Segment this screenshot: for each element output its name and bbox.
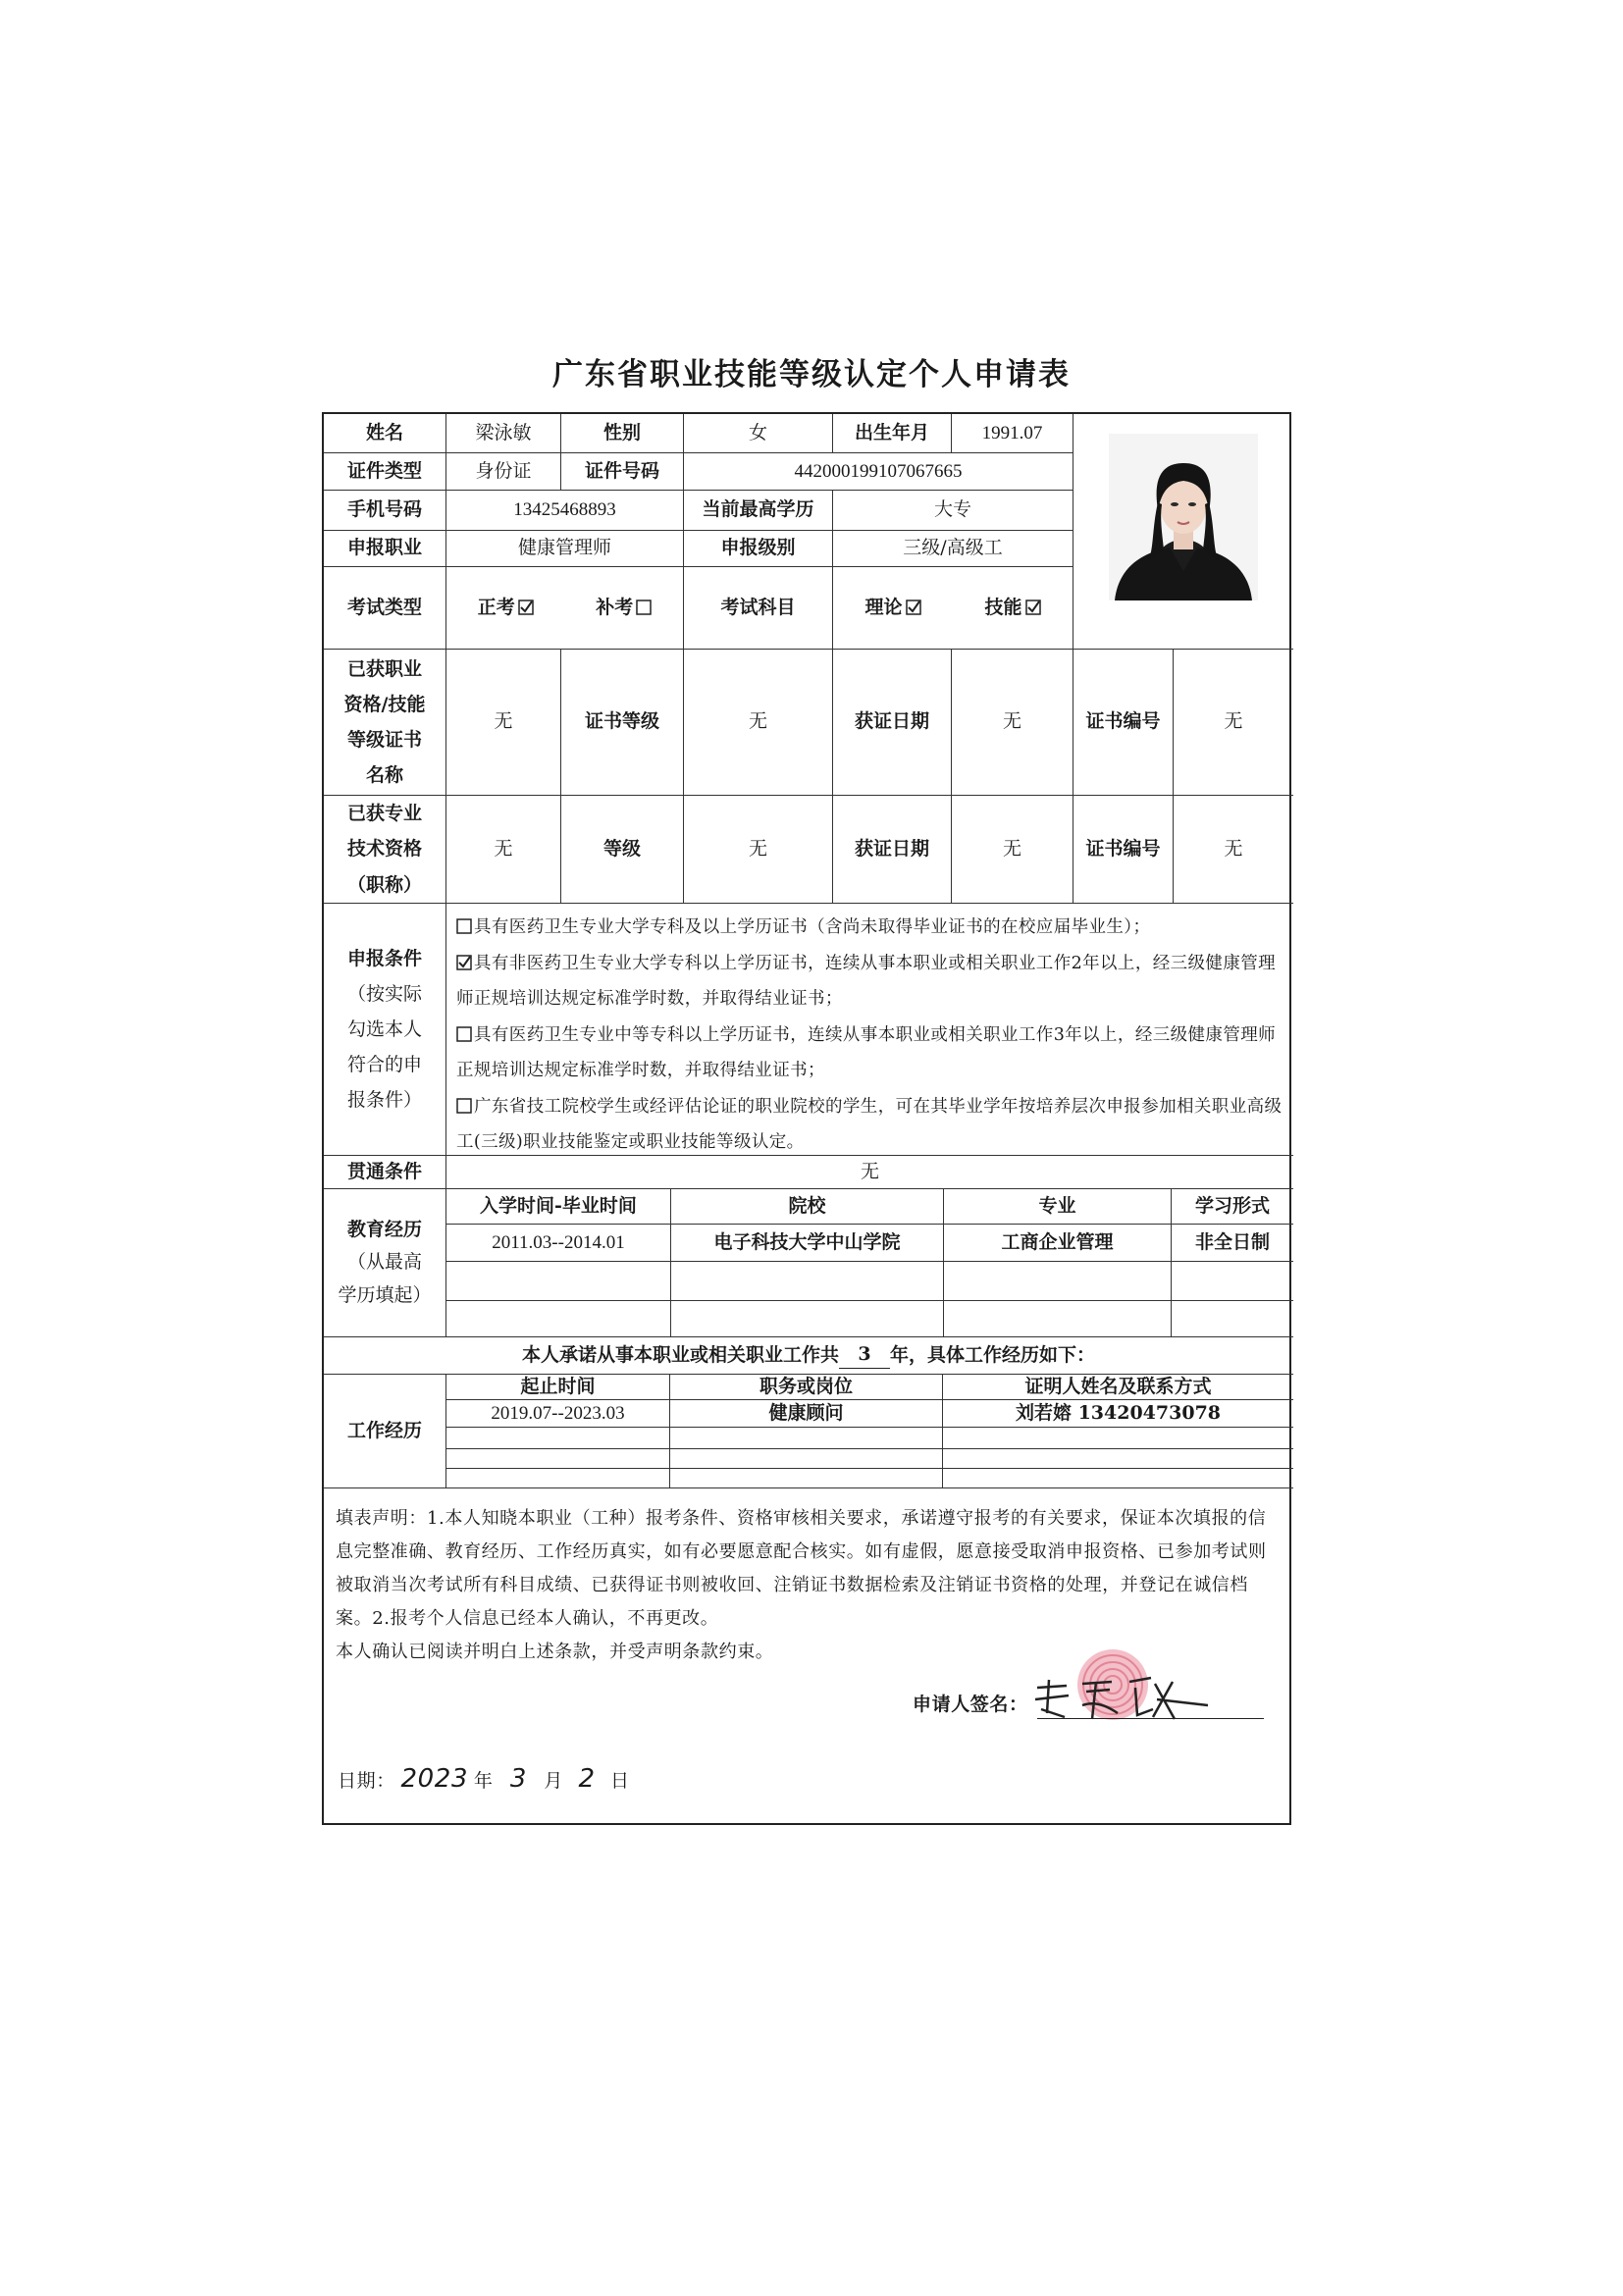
checkbox-icon[interactable] bbox=[636, 596, 652, 621]
checkbox-icon[interactable] bbox=[456, 1089, 472, 1125]
edu-header-mode: 学习形式 bbox=[1172, 1189, 1293, 1225]
date-year: 2023 bbox=[399, 1762, 470, 1793]
exam-type-options bbox=[446, 567, 684, 650]
edu-cell bbox=[446, 1301, 671, 1337]
through-label: 贯通条件 bbox=[324, 1156, 446, 1189]
edu-cell: 非全日制 bbox=[1172, 1225, 1293, 1262]
cert-no-value: 无 bbox=[1174, 650, 1293, 796]
work-cell: 刘若嫆 13420473078 bbox=[943, 1400, 1293, 1428]
date-month: 3 bbox=[497, 1762, 540, 1793]
edu-header-major: 专业 bbox=[944, 1189, 1172, 1225]
cert-grade-label: 证书等级 bbox=[561, 650, 684, 796]
cert-date-value: 无 bbox=[952, 650, 1073, 796]
edu-cell: 电子科技大学中山学院 bbox=[671, 1225, 944, 1262]
exam-type-label: 考试类型 bbox=[324, 567, 446, 650]
work-history-label: 工作经历 bbox=[324, 1375, 446, 1488]
declaration-confirm: 本人确认已阅读并明白上述条款，并受声明条款约束。 bbox=[336, 1642, 774, 1662]
title-grade-value: 无 bbox=[684, 796, 833, 904]
declaration-text: 填表声明：1.本人知晓本职业（工种）报考条件、资格审核相关要求，承诺遵守报考的有关要求，保证本次填报的信息完整准确、教育经历、工作经历真实，如有必要愿意配合核实。如有虚假，愿意接受取消申报资格、已参加考试则被取消当次考试所有科目成绩、已获得证书则被收回、注销证书数据检索及注销证书资格的处理，并登记在诚信档案。2.报考个人信息已经本人确认，不再更改。 bbox=[336, 1508, 1267, 1629]
work-cell bbox=[943, 1449, 1293, 1469]
checked-box-icon bbox=[456, 955, 472, 970]
title-value: 无 bbox=[446, 796, 561, 904]
edu-cell bbox=[944, 1301, 1172, 1337]
empty-box-icon bbox=[456, 1026, 472, 1042]
title-no-value: 无 bbox=[1174, 796, 1293, 904]
education-table bbox=[446, 1189, 1293, 1337]
edu-cell: 2011.03--2014.01 bbox=[446, 1225, 671, 1262]
education-history-label: 教育经历 （从最高 学历填起） bbox=[324, 1189, 446, 1337]
conditions-list bbox=[446, 904, 1293, 1156]
edu-cell bbox=[446, 1262, 671, 1301]
name-label: 姓名 bbox=[324, 414, 446, 453]
work-cell: 2019.07--2023.03 bbox=[446, 1400, 670, 1428]
education-value: 大专 bbox=[833, 491, 1073, 531]
empty-box-icon bbox=[456, 918, 472, 934]
edu-cell bbox=[671, 1301, 944, 1337]
name-value: 梁泳敏 bbox=[446, 414, 561, 453]
work-cell bbox=[446, 1449, 670, 1469]
work-header-reference: 证明人姓名及联系方式 bbox=[943, 1375, 1293, 1400]
work-cell bbox=[670, 1469, 943, 1488]
work-commitment: 本人承诺从事本职业或相关职业工作共 3 年，具体工作经历如下： bbox=[324, 1337, 1293, 1375]
work-cell bbox=[446, 1428, 670, 1449]
exam-makeup-option[interactable]: 补考 bbox=[596, 596, 652, 621]
work-cell bbox=[943, 1469, 1293, 1488]
phone-value: 13425468893 bbox=[446, 491, 684, 531]
checkbox-icon[interactable] bbox=[1025, 596, 1041, 621]
id-number-label: 证件号码 bbox=[561, 453, 684, 491]
phone-label: 手机号码 bbox=[324, 491, 446, 531]
edu-header-period: 入学时间-毕业时间 bbox=[446, 1189, 671, 1225]
occupation-label: 申报职业 bbox=[324, 531, 446, 567]
work-table bbox=[446, 1375, 1293, 1488]
date-day: 2 bbox=[567, 1762, 606, 1793]
education-label: 当前最高学历 bbox=[684, 491, 833, 531]
work-cell bbox=[670, 1449, 943, 1469]
gender-value: 女 bbox=[684, 414, 833, 453]
declaration-section bbox=[324, 1488, 1293, 1793]
signature-line bbox=[1037, 1718, 1264, 1719]
exam-subject-label: 考试科目 bbox=[684, 567, 833, 650]
empty-box-icon bbox=[636, 600, 652, 615]
edu-cell bbox=[1172, 1301, 1293, 1337]
exam-theory-option[interactable]: 理论 bbox=[864, 596, 920, 621]
edu-cell bbox=[1172, 1262, 1293, 1301]
checkbox-icon[interactable] bbox=[906, 596, 921, 621]
handwritten-signature bbox=[1027, 1670, 1214, 1725]
title-label: 已获专业 技术资格 （职称） bbox=[324, 796, 446, 904]
level-label: 申报级别 bbox=[684, 531, 833, 567]
work-cell bbox=[943, 1428, 1293, 1449]
cert-date-label: 获证日期 bbox=[833, 650, 952, 796]
applicant-sign-label: 申请人签名： bbox=[913, 1694, 1028, 1715]
edu-cell bbox=[671, 1262, 944, 1301]
page-title: 广东省职业技能等级认定个人申请表 bbox=[552, 357, 1071, 392]
condition-item[interactable]: 具有医药卫生专业大学专科及以上学历证书（含尚未取得毕业证书的在校应届毕业生）； bbox=[456, 910, 1283, 946]
title-grade-label: 等级 bbox=[561, 796, 684, 904]
date-row: 日期： 2023 年 3 月 2 日 bbox=[338, 1762, 630, 1793]
checked-box-icon bbox=[1025, 600, 1041, 615]
checked-box-icon bbox=[906, 600, 921, 615]
checkbox-icon[interactable] bbox=[456, 1018, 472, 1054]
empty-box-icon bbox=[456, 1098, 472, 1114]
condition-item[interactable]: 具有非医药卫生专业大学专科以上学历证书，连续从事本职业或相关职业工作2年以上，经三级健康管理师正规培训达规定标准学时数，并取得结业证书； bbox=[456, 946, 1283, 1018]
work-cell bbox=[446, 1469, 670, 1488]
birth-value: 1991.07 bbox=[952, 414, 1073, 453]
checkbox-icon[interactable] bbox=[456, 910, 472, 946]
exam-skill-option[interactable]: 技能 bbox=[984, 596, 1040, 621]
title-no-label: 证书编号 bbox=[1073, 796, 1174, 904]
work-cell bbox=[670, 1428, 943, 1449]
cert-name-value: 无 bbox=[446, 650, 561, 796]
cert-no-label: 证书编号 bbox=[1073, 650, 1174, 796]
work-header-period: 起止时间 bbox=[446, 1375, 670, 1400]
through-value: 无 bbox=[446, 1156, 1293, 1189]
checkbox-icon[interactable] bbox=[456, 946, 472, 982]
work-years: 3 bbox=[839, 1342, 890, 1369]
portrait-photo bbox=[1109, 434, 1258, 600]
work-header-position: 职务或岗位 bbox=[670, 1375, 943, 1400]
id-type-label: 证件类型 bbox=[324, 453, 446, 491]
cert-name-label: 已获职业 资格/技能 等级证书 名称 bbox=[324, 650, 446, 796]
id-type-value: 身份证 bbox=[446, 453, 561, 491]
conditions-label: 申报条件 （按实际 勾选本人 符合的申 报条件） bbox=[324, 904, 446, 1156]
level-value: 三级/高级工 bbox=[833, 531, 1073, 567]
title-date-value: 无 bbox=[952, 796, 1073, 904]
condition-item[interactable]: 广东省技工院校学生或经评估论证的职业院校的学生，可在其毕业学年按培养层次申报参加相关职业高级工(三级)职业技能鉴定或职业技能等级认定。 bbox=[456, 1089, 1283, 1157]
checkbox-icon[interactable] bbox=[518, 596, 534, 621]
application-form-table bbox=[322, 412, 1291, 1825]
title-date-label: 获证日期 bbox=[833, 796, 952, 904]
gender-label: 性别 bbox=[561, 414, 684, 453]
cert-grade-value: 无 bbox=[684, 650, 833, 796]
photo-cell bbox=[1073, 414, 1293, 650]
birth-label: 出生年月 bbox=[833, 414, 952, 453]
edu-cell: 工商企业管理 bbox=[944, 1225, 1172, 1262]
occupation-value: 健康管理师 bbox=[446, 531, 684, 567]
id-number-value: 442000199107067665 bbox=[684, 453, 1073, 491]
work-cell: 健康顾问 bbox=[670, 1400, 943, 1428]
exam-regular-option[interactable]: 正考 bbox=[478, 596, 534, 621]
edu-cell bbox=[944, 1262, 1172, 1301]
condition-item[interactable]: 具有医药卫生专业中等专科以上学历证书，连续从事本职业或相关职业工作3年以上，经三级健康管理师正规培训达规定标准学时数，并取得结业证书； bbox=[456, 1018, 1283, 1089]
checked-box-icon bbox=[518, 600, 534, 615]
edu-header-school: 院校 bbox=[671, 1189, 944, 1225]
exam-subject-options bbox=[833, 567, 1073, 650]
